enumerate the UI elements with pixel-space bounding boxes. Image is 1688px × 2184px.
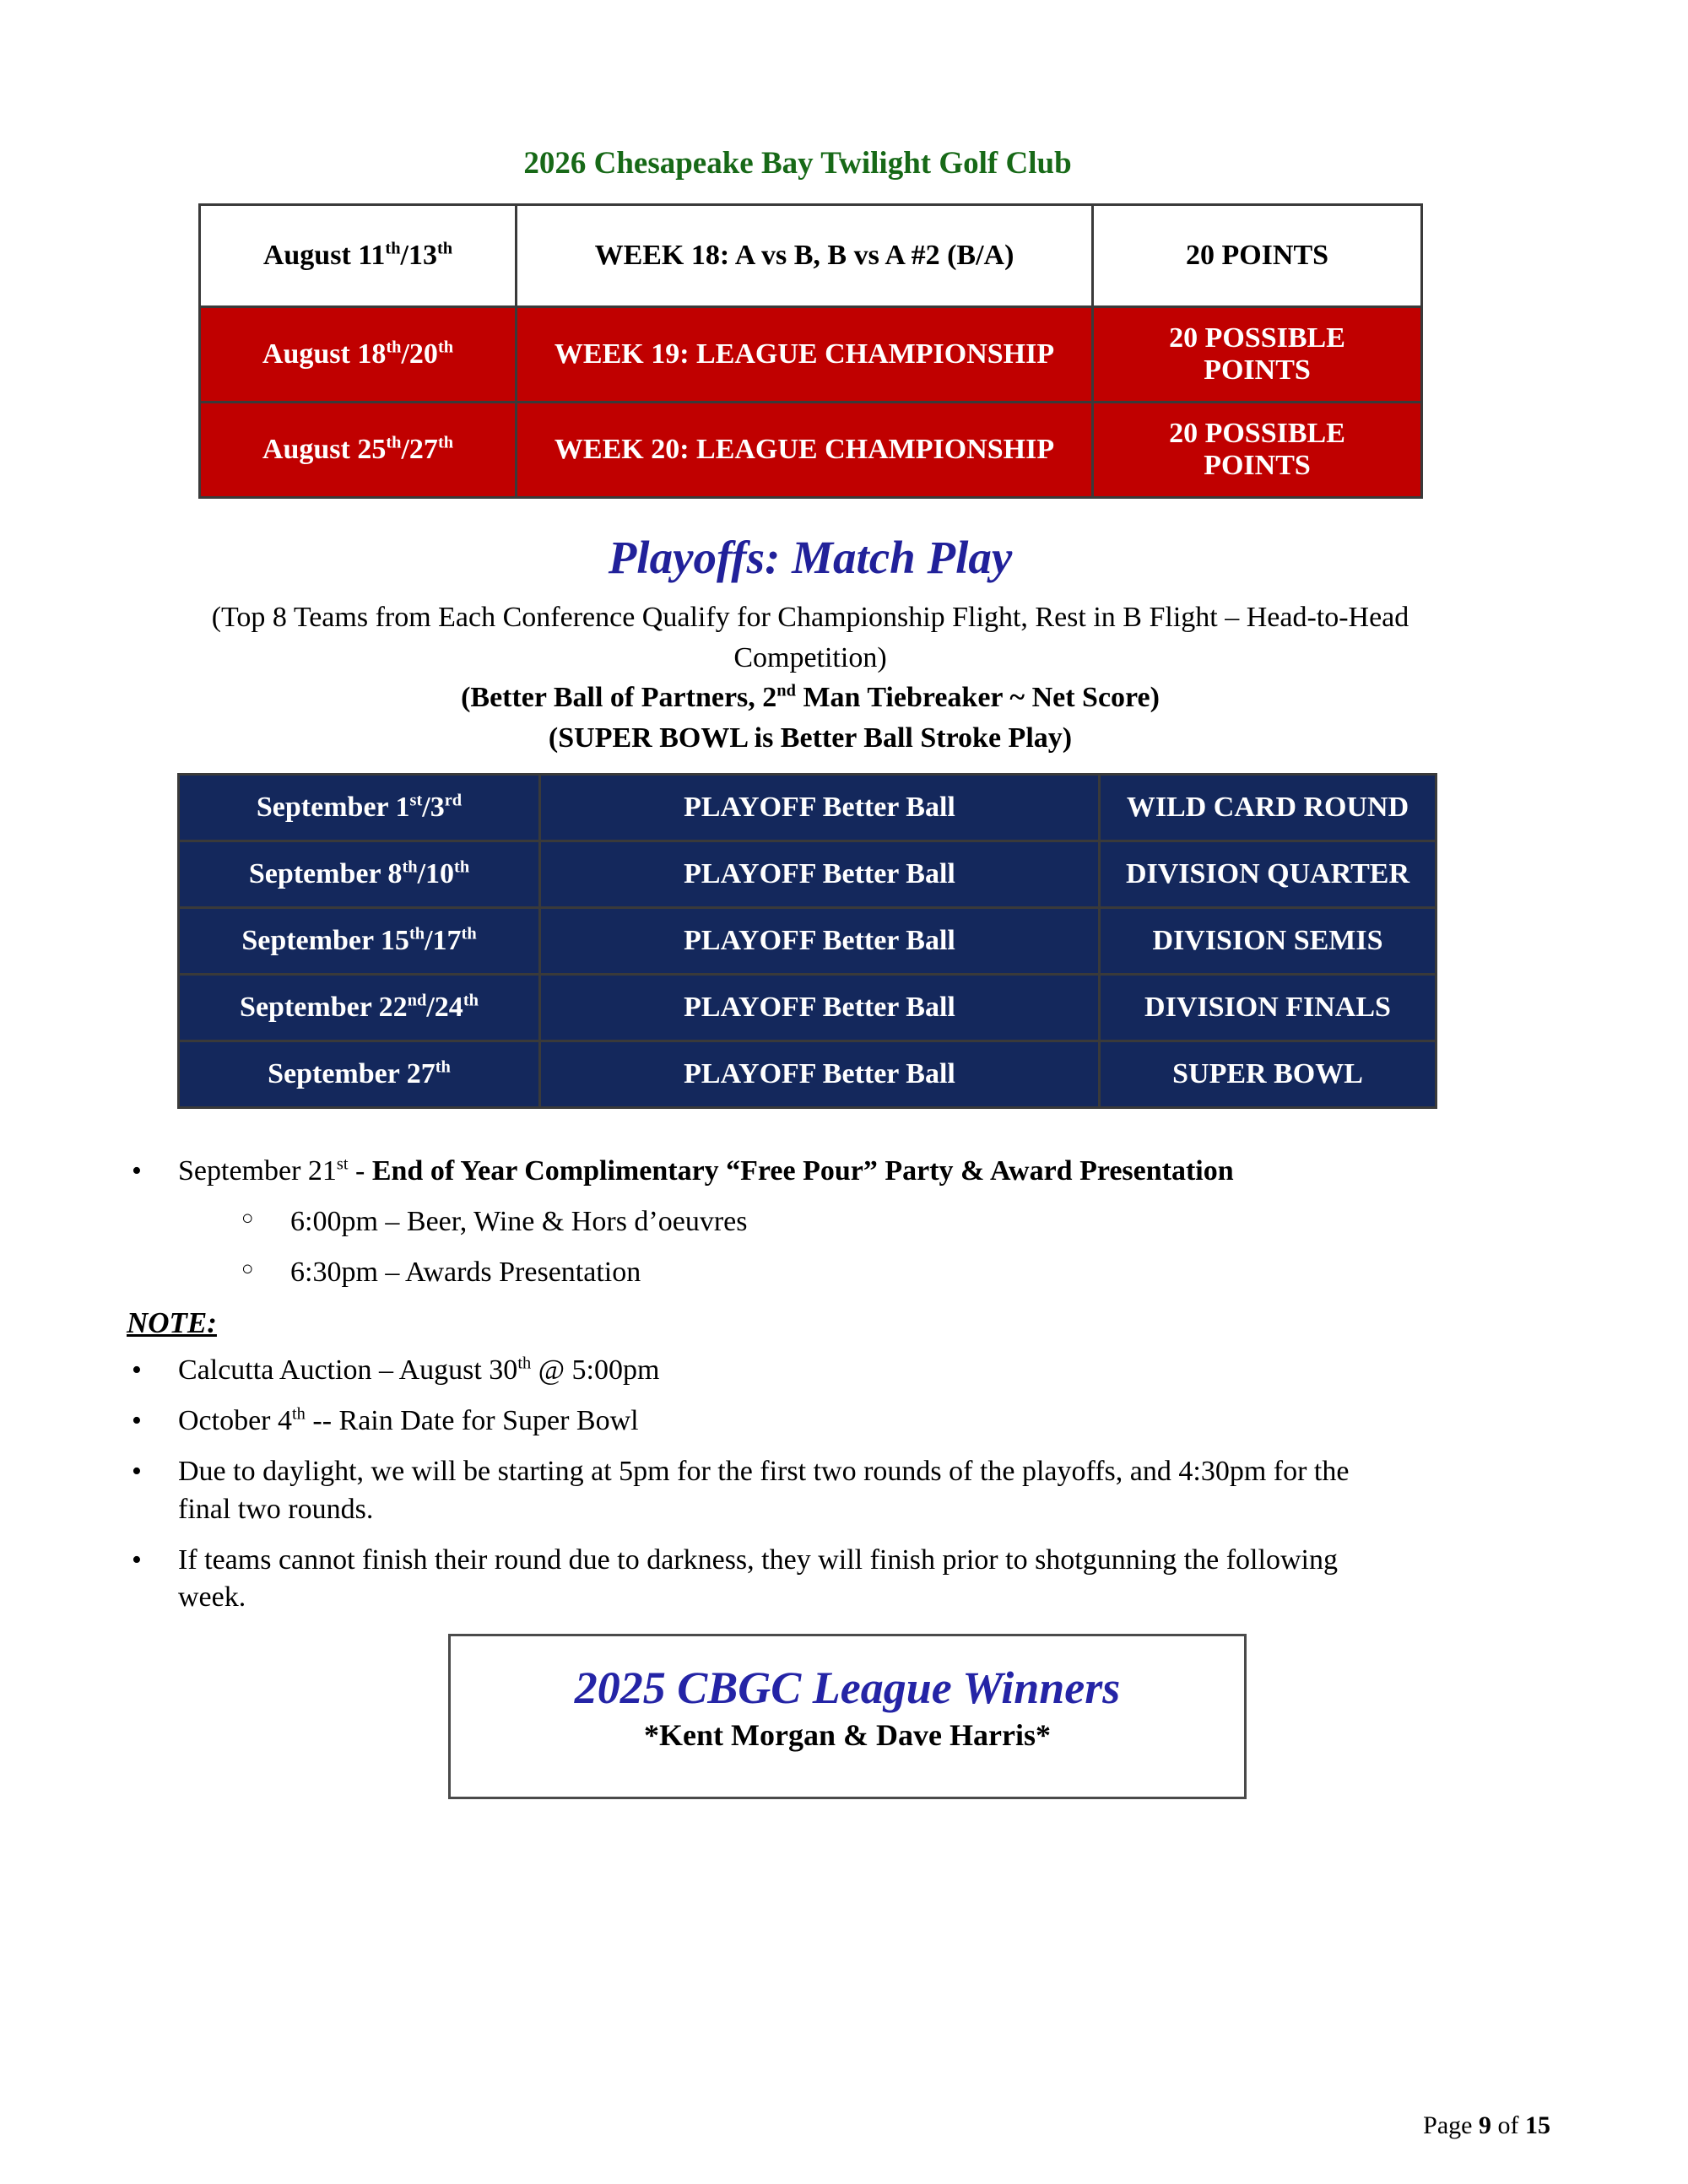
playoff-round-cell: SUPER BOWL bbox=[1100, 1041, 1436, 1108]
party-event-text: September 21st - End of Year Complimentary “Free Pour” Party & Award Presentation bbox=[178, 1155, 1234, 1187]
playoffs-desc-line3: (SUPER BOWL is Better Ball Stroke Play) bbox=[548, 722, 1073, 754]
playoff-round-cell: WILD CARD ROUND bbox=[1100, 775, 1436, 841]
schedule-points-cell: 20 POINTS bbox=[1093, 205, 1422, 307]
bullet-icon: • bbox=[132, 1155, 142, 1187]
party-list-item bbox=[127, 1153, 1561, 1191]
bullet-icon: • bbox=[132, 1455, 142, 1487]
party-sub-item bbox=[236, 1254, 1561, 1292]
bullet-icon: • bbox=[132, 1354, 142, 1386]
calcutta-auction-text: Calcutta Auction – August 30th @ 5:00pm bbox=[178, 1354, 660, 1386]
note-list-item bbox=[127, 1542, 1561, 1618]
note-section bbox=[127, 1305, 1561, 1352]
playoff-round-cell: DIVISION SEMIS bbox=[1100, 908, 1436, 975]
playoff-schedule-table bbox=[177, 773, 1437, 1109]
schedule-week-cell: WEEK 19: LEAGUE CHAMPIONSHIP bbox=[517, 307, 1093, 403]
playoff-row-wildcard bbox=[179, 775, 1436, 841]
playoff-date-cell: September 27th bbox=[179, 1041, 540, 1108]
playoff-date-cell: September 8th/10th bbox=[179, 841, 540, 908]
playoffs-desc-line1: (Top 8 Teams from Each Conference Qualify for Championship Flight, Rest in B Flight – Head-to-Head Competition) bbox=[211, 602, 1409, 673]
winners-names: *Kent Morgan & Dave Harris* bbox=[644, 1718, 1051, 1753]
rain-date-text: October 4th -- Rain Date for Super Bowl bbox=[178, 1404, 639, 1436]
playoffs-section bbox=[127, 531, 1494, 758]
winners-title: 2025 CBGC League Winners bbox=[574, 1662, 1121, 1714]
daylight-note-text: Due to daylight, we will be starting at 5pm for the first two rounds of the playoffs, and 4:30pm for the final two rounds. bbox=[178, 1455, 1350, 1525]
playoff-row-quarter bbox=[179, 841, 1436, 908]
playoff-round-cell: DIVISION QUARTER bbox=[1100, 841, 1436, 908]
bullet-icon: • bbox=[132, 1404, 142, 1436]
league-winners-box bbox=[448, 1634, 1247, 1799]
playoffs-desc-line2: (Better Ball of Partners, 2nd Man Tiebreaker ~ Net Score) bbox=[461, 681, 1160, 714]
schedule-row-week18 bbox=[200, 205, 1422, 307]
schedule-points-cell: 20 POSSIBLE POINTS bbox=[1093, 403, 1422, 498]
playoffs-description bbox=[127, 597, 1494, 758]
playoffs-heading: Playoffs: Match Play bbox=[608, 532, 1013, 583]
playoff-date-cell: September 15th/17th bbox=[179, 908, 540, 975]
playoff-row-superbowl bbox=[179, 1041, 1436, 1108]
page-number: Page 9 of 15 bbox=[1423, 2111, 1550, 2139]
playoff-row-finals bbox=[179, 975, 1436, 1041]
party-time-text: 6:00pm – Beer, Wine & Hors d’oeuvres bbox=[290, 1206, 748, 1238]
playoff-format-cell: PLAYOFF Better Ball bbox=[540, 775, 1100, 841]
playoff-format-cell: PLAYOFF Better Ball bbox=[540, 841, 1100, 908]
schedule-week-cell: WEEK 18: A vs B, B vs A #2 (B/A) bbox=[517, 205, 1093, 307]
schedule-date-cell: August 25th/27th bbox=[200, 403, 517, 498]
circle-bullet-icon: ○ bbox=[241, 1258, 254, 1281]
playoff-date-cell: September 22nd/24th bbox=[179, 975, 540, 1041]
playoff-row-semis bbox=[179, 908, 1436, 975]
circle-bullet-icon: ○ bbox=[241, 1208, 254, 1230]
events-list bbox=[127, 1153, 1561, 1617]
party-time-text: 6:30pm – Awards Presentation bbox=[290, 1257, 641, 1289]
bullet-icon: • bbox=[132, 1543, 142, 1576]
playoff-date-cell: September 1st/3rd bbox=[179, 775, 540, 841]
note-list-item bbox=[127, 1453, 1561, 1529]
playoff-round-cell: DIVISION FINALS bbox=[1100, 975, 1436, 1041]
schedule-row-week19 bbox=[200, 307, 1422, 403]
note-list-item bbox=[127, 1352, 1561, 1390]
note-list-item bbox=[127, 1403, 1561, 1441]
note-label: NOTE: bbox=[127, 1306, 217, 1339]
august-schedule-table bbox=[198, 203, 1423, 499]
schedule-points-cell: 20 POSSIBLE POINTS bbox=[1093, 307, 1422, 403]
darkness-note-text: If teams cannot finish their round due to darkness, they will finish prior to shotgunning the following week. bbox=[178, 1543, 1338, 1614]
schedule-date-cell: August 18th/20th bbox=[200, 307, 517, 403]
schedule-week-cell: WEEK 20: LEAGUE CHAMPIONSHIP bbox=[517, 403, 1093, 498]
playoff-format-cell: PLAYOFF Better Ball bbox=[540, 1041, 1100, 1108]
schedule-row-week20 bbox=[200, 403, 1422, 498]
party-sub-item bbox=[236, 1203, 1561, 1241]
schedule-date-cell: August 11th/13th bbox=[200, 205, 517, 307]
playoff-format-cell: PLAYOFF Better Ball bbox=[540, 908, 1100, 975]
playoff-format-cell: PLAYOFF Better Ball bbox=[540, 975, 1100, 1041]
page-title: 2026 Chesapeake Bay Twilight Golf Club bbox=[523, 146, 1072, 181]
